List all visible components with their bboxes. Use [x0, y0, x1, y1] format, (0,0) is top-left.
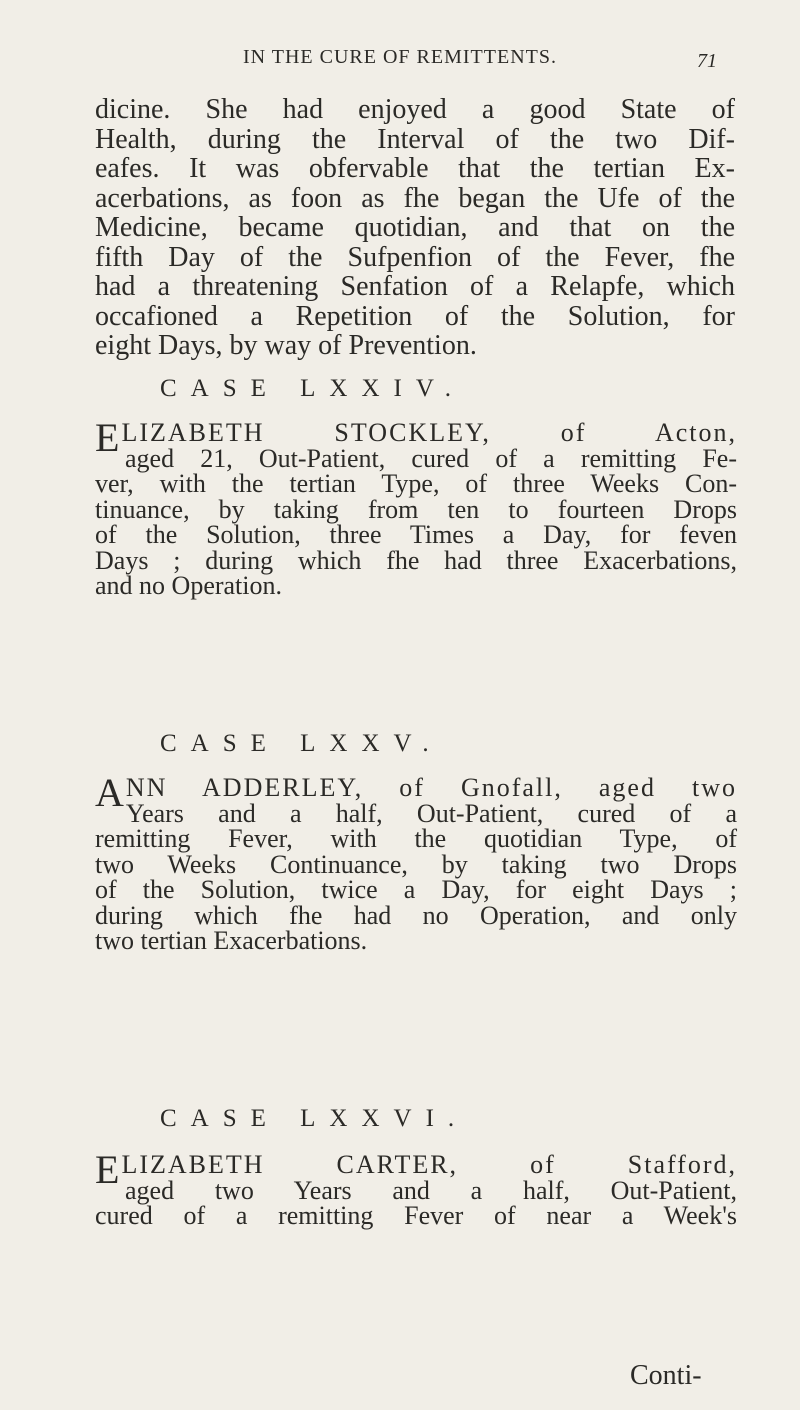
text-line: two Weeks Continuance, by taking two Drops [95, 849, 737, 879]
text-line: aged two Years and a half, Out-Patient, [125, 1175, 737, 1205]
case-paragraph [95, 1147, 737, 1230]
text-line: Days ; during which fhe had three Exacerbations, [95, 545, 737, 575]
text-line: during which fhe had no Operation, and only [95, 900, 737, 930]
case-heading: CASE LXXVI. [160, 1105, 469, 1132]
text-line: two tertian Exacerbations. [95, 926, 368, 955]
text-line: of the Solution, three Times a Day, for feven [95, 520, 737, 549]
case-paragraph [95, 415, 737, 600]
text-line: fifth Day of the Sufpenfion of the Fever, fhe [95, 241, 735, 273]
drop-capital: E [95, 415, 120, 460]
drop-capital: A [95, 770, 124, 815]
text-line: Health, during the Interval of the two Dif- [95, 123, 735, 155]
text-line: ELIZABETH STOCKLEY, of Acton, [95, 415, 737, 460]
intro-paragraph [95, 95, 735, 361]
case-paragraph [95, 770, 737, 955]
catchword: Conti- [630, 1360, 702, 1391]
text-line: occafioned a Repetition of the Solution, for [95, 300, 735, 332]
text-line: remitting Fever, with the quotidian Type, of [95, 824, 737, 853]
text-line: dicine. She had enjoyed a good State of [95, 94, 735, 125]
text-line: and no Operation. [95, 571, 283, 600]
text-line: had a threatening Senfation of a Relapfe, which [95, 271, 735, 302]
text-line: eight Days, by way of Prevention. [95, 330, 477, 361]
text-line: of the Solution, twice a Day, for eight Days ; [95, 875, 737, 904]
text-line: cured of a remitting Fever of near a Week's [95, 1201, 737, 1230]
text-line: Years and a half, Out-Patient, cured of a [125, 798, 737, 828]
text-line: Medicine, became quotidian, and that on the [95, 212, 735, 243]
drop-capital: E [95, 1147, 120, 1192]
text-line: acerbations, as foon as fhe began the Ufe of the [95, 182, 735, 214]
text-line: ELIZABETH CARTER, of Stafford, [95, 1147, 737, 1192]
page-number: 71 [697, 50, 717, 72]
text-line: tinuance, by taking from ten to fourteen Drops [95, 494, 737, 524]
running-head: IN THE CURE OF REMITTENTS. [243, 46, 557, 68]
case-heading: CASE LXXIV. [160, 375, 465, 402]
text-line: aged 21, Out-Patient, cured of a remitting Fe- [125, 443, 737, 473]
case-heading: CASE LXXV. [160, 730, 443, 757]
text-line: ANN ADDERLEY, of Gnofall, aged two [95, 770, 737, 815]
text-line: ver, with the tertian Type, of three Weeks Con- [95, 469, 737, 498]
text-line: eafes. It was obfervable that the tertian Ex- [95, 153, 735, 184]
